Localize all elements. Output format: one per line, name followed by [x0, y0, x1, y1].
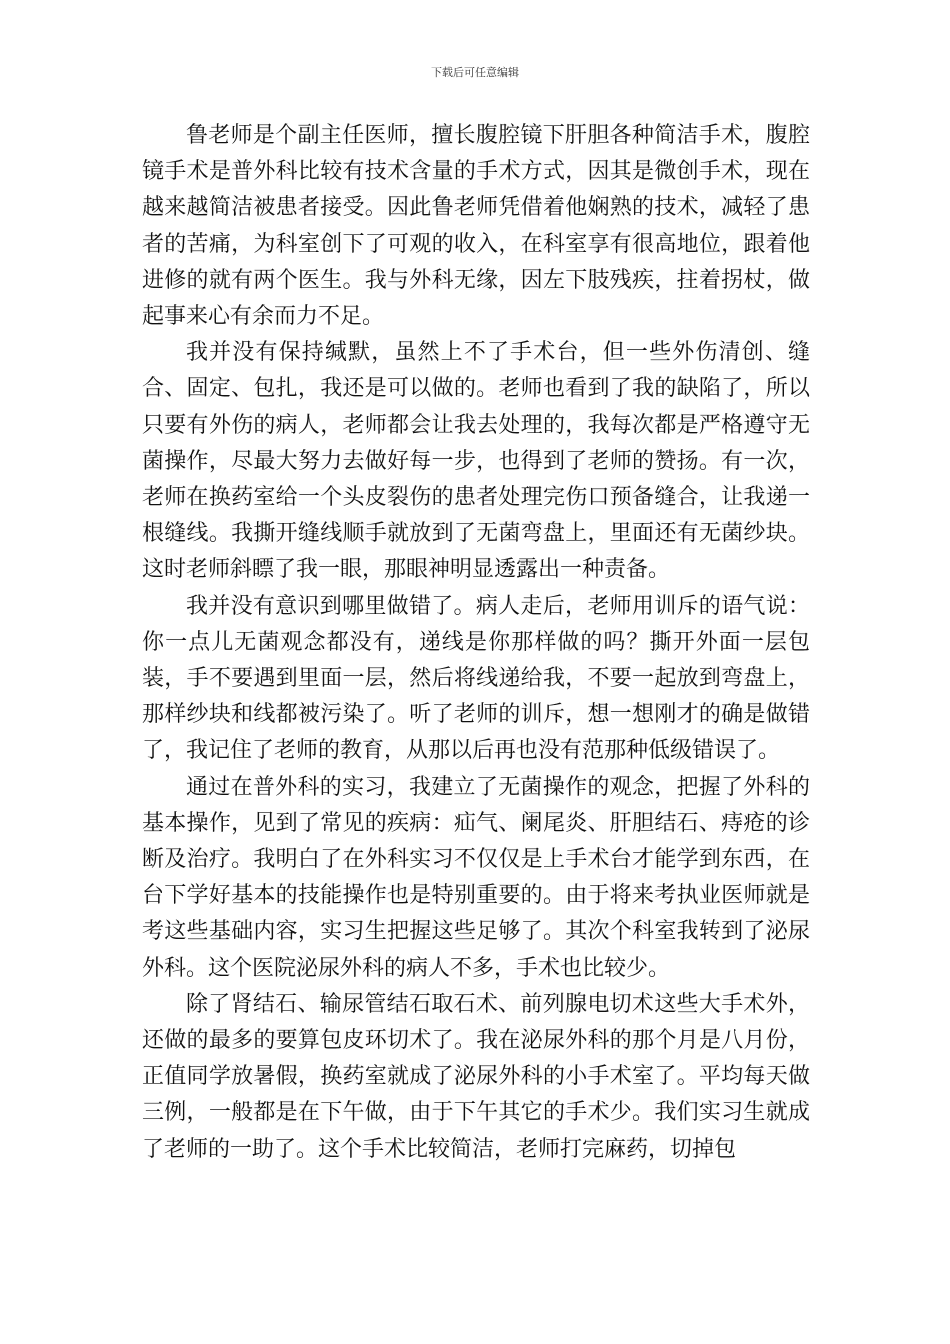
- page-header: 下载后可任意编辑: [431, 66, 519, 79]
- document-body: [142, 118, 810, 1168]
- paragraph-4: 通过在普外科的实习，我建立了无菌操作的观念，把握了外科的基本操作，见到了常见的疾病：疝气、阑尾炎、肝胆结石、痔疮的诊断及治疗。我明白了在外科实习不仅仅是上手术台才能学到东西，在台下学好基本的技能操作也是特别重要的。由于将来考执业医师就是考这些基础内容，实习生把握这些足够了。其次个科室我转到了泌尿外科。这个医院泌尿外科的病人不多，手术也比较少。: [142, 774, 810, 981]
- paragraph-5: 除了肾结石、输尿管结石取石术、前列腺电切术这些大手术外，还做的最多的要算包皮环切术了。我在泌尿外科的那个月是八月份，正值同学放暑假，换药室就成了泌尿外科的小手术室了。平均每天做三例，一般都是在下午做，由于下午其它的手术少。我们实习生就成了老师的一助了。这个手术比较简洁，老师打完麻药，切掉包: [142, 991, 810, 1162]
- paragraph-1: 鲁老师是个副主任医师，擅长腹腔镜下肝胆各种简洁手术，腹腔镜手术是普外科比较有技术含量的手术方式，因其是微创手术，现在越来越简洁被患者接受。因此鲁老师凭借着他娴熟的技术，减轻了患者的苦痛，为科室创下了可观的收入，在科室享有很高地位，跟着他进修的就有两个医生。我与外科无缘，因左下肢残疾，拄着拐杖，做起事来心有余而力不足。: [142, 123, 810, 330]
- paragraph-3: 我并没有意识到哪里做错了。病人走后，老师用训斥的语气说：你一点儿无菌观念都没有，递线是你那样做的吗？撕开外面一层包装，手不要遇到里面一层，然后将线递给我，不要一起放到弯盘上，那样纱块和线都被污染了。听了老师的训斥，想一想刚才的确是做错了，我记住了老师的教育，从那以后再也没有范那种低级错误了。: [142, 593, 810, 764]
- paragraph-2: 我并没有保持缄默，虽然上不了手术台，但一些外伤清创、缝合、固定、包扎，我还是可以做的。老师也看到了我的缺陷了，所以只要有外伤的病人，老师都会让我去处理的，我每次都是严格遵守无菌操作，尽最大努力去做好每一步，也得到了老师的赞扬。有一次，老师在换药室给一个头皮裂伤的患者处理完伤口预备缝合，让我递一根缝线。我撕开缝线顺手就放到了无菌弯盘上，里面还有无菌纱块。这时老师斜瞟了我一眼，那眼神明显透露出一种责备。: [142, 340, 810, 583]
